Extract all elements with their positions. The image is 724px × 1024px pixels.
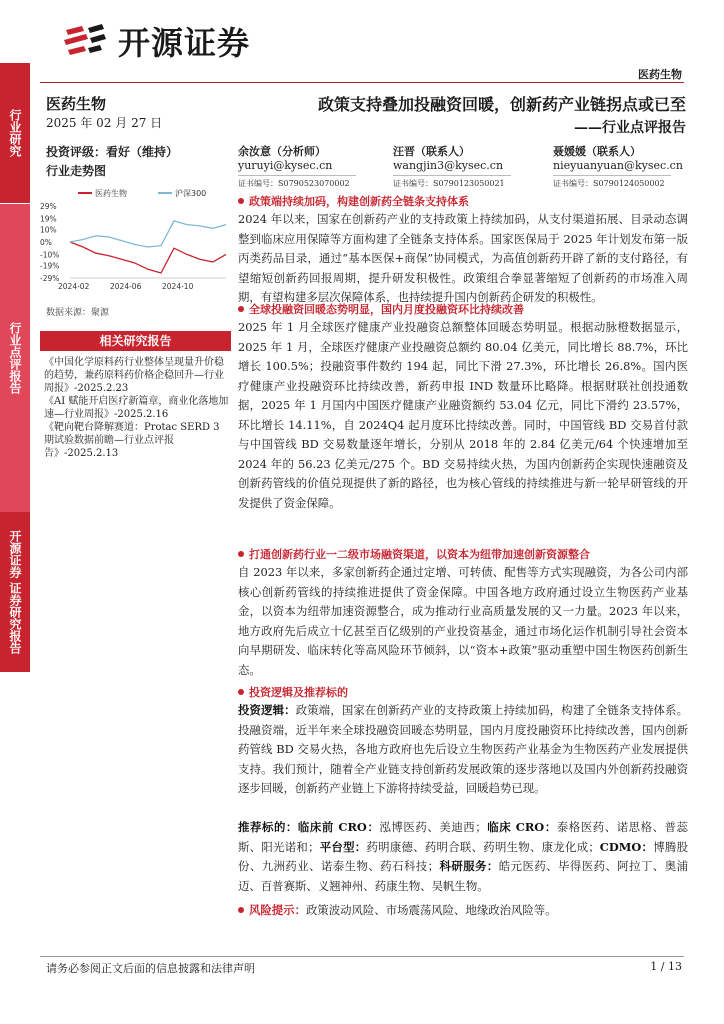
kysec-logo-icon [62,22,106,56]
related-report-item[interactable]: 《靶向靶台降解赛道：Protac SERD 3 期试验数据前瞻—行业点评报告》-2025.2.13 [44,422,220,459]
section-heading: 投资逻辑及推荐标的 [238,684,348,700]
header-divider [40,82,684,83]
page-number: 1 / 13 [650,960,682,973]
x-tick-label: 2024-10 [162,282,194,291]
series-line [70,221,226,247]
strip-brand: 开源证券 证券研究报告 [0,512,30,672]
bullet-icon [238,907,244,913]
analyst-cert: 证书编号：S0790523070002 [238,175,356,191]
bullet-icon [238,306,244,312]
y-tick-label: 0% [40,238,52,247]
trend-chart [40,186,230,296]
related-report-item[interactable]: 《AI 赋能开启医疗新篇章，商业化落地加速—行业周报》-2025.2.16 [44,396,229,420]
strip-industry-research: 行业研究 [0,63,30,203]
report-date: 2025 年 02 月 27 日 [46,116,163,130]
section-heading: 打通创新药行业一二级市场融资渠道，以资本为纽带加速创新资源整合 [238,546,590,562]
y-tick-label: 29% [40,202,57,211]
analyst-email[interactable]: wangjin3@kysec.cn [393,159,504,172]
investment-rating: 投资评级：看好（维持） [46,145,179,159]
section-body: 自 2023 年以来，多家创新药企通过定增、可转债、配售等方式实现融资，为各公司内部核心创新药管线的持续推进提供了资金保障。中国各地方政府通过设立生物医药产业基金，以资本为纽带加速资源整合，成为推动行业高质量发展的又一力量。2023 年以来，地方政府先后成立十亿甚至百亿级别的产业投资基金，通过市场化运作机制引导社会资本向早期研发、临床转化等高风险环节倾斜，以“资本+政策”驱动重塑中国生物医药创新生态。 [238,565,688,677]
bullet-icon [238,551,244,557]
footer-divider [40,956,684,957]
analyst-name: 聂媛媛（联系人） [553,145,641,158]
y-tick-label: -10% [40,250,60,260]
y-tick-label: 10% [40,225,57,235]
x-tick-label: 2024-06 [110,282,142,291]
y-tick-label: -19% [40,261,60,271]
report-subtitle: ——行业点评报告 [574,120,686,136]
bullet-icon [238,689,244,695]
analyst-name: 余汝意（分析师） [238,145,326,158]
risk-notice: 风险提示：政策波动风险、市场震荡风险、地缘政治风险等。 [238,902,557,918]
related-reports-header: 相关研究报告 [40,331,231,351]
section-heading: 政策端持续加码，构建创新药全链条支持体系 [238,193,469,209]
investment-logic: 投资逻辑：政策端，国家在创新药产业的支持政策上持续加码，构建了全链条支持体系。投融资端，近半年来全球投融资回暖态势明显，国内月度投融资环比持续改善，国内创新药管线 BD 交易火热，各地方政府也先后设立生物医药产业基金为生物医药产业发展提供支持。我们预计，随着全产业链支持创新药发展政策的逐步落地以及国内外创新药投融资逐步回暖，创新药产业链上下游将持续受益，回暖趋势已现。 [238,703,688,795]
recommended-stocks: 推荐标的：临床前 CRO：泓博医药、美迪西；临床 CRO：泰格医药、诺思格、普蕊斯、阳光诺和；平台型：药明康德、药明合联、药明生物、康龙化成；CDMO：博腾股份、九洲药业、诺泰生物、药石科技；科研服务：皓元医药、毕得医药、阿拉丁、奥浦迈、百普赛斯、义翘神州、药康生物、吴帆生物。 [238,820,688,893]
related-reports-list [44,356,230,460]
logo-text: 开源证券 [118,24,251,62]
industry-title: 医药生物 [46,95,107,113]
x-tick-label: 2024-02 [58,282,90,291]
trend-chart-title: 行业走势图 [46,164,107,178]
section-heading: 全球投融资回暖态势明显，国内月度投融资环比持续改善 [238,301,524,317]
legend-label: 沪深300 [175,189,207,198]
analyst-cert: 证书编号：S0790123050021 [393,175,511,191]
report-title: 政策支持叠加投融资回暖，创新药产业链拐点或已至 [317,95,686,114]
section-body: 2024 年以来，国家在创新药产业的支持政策上持续加码，从支付渠道拓展、目录动态调整到临床应用保障等方面构建了全链条支持体系。国家医保局于 2025 年计划发布第一版丙类药品目录，通过“基本医保+商保”协同模式，为高值创新药开辟了新的支付路径，有望缩短创新药回报周期，提升研发积极性。政策组合拳显著缩短了创新药的市场准入周期，有望构建多层次保障体系，也持续提升国内创新药企研发的积极性。 [238,212,688,304]
analyst-email[interactable]: nieyuanyuan@kysec.cn [553,159,683,172]
y-tick-label: 19% [40,214,57,224]
analyst-card [553,145,683,191]
footer-disclaimer[interactable]: 请务必参阅正文后面的信息披露和法律声明 [46,962,255,975]
y-tick-label: -29% [40,274,60,283]
analyst-cert: 证书编号：S0790124050002 [553,175,671,191]
legend-label: 医药生物 [95,189,127,198]
chart-source: 数据来源：聚源 [46,308,110,318]
analyst-name: 汪晋（联系人） [393,145,470,158]
bullet-icon [238,198,244,204]
analyst-card [393,145,511,191]
analyst-card [238,145,356,191]
strip-report-type: 行业点评报告 [0,204,30,512]
analyst-email[interactable]: yuruyi@kysec.cn [238,159,333,172]
section-body: 2025 年 1 月全球医疗健康产业投融资总额整体回暖态势明显。根据动脉橙数据显示，2025 年 1 月，全球医疗健康产业投融资总额约 80.04 亿美元，同比增长 88.7%，环比增长 100.5%；投融资事件数约 194 起，同比下滑 27.3%，环比增长 26.8%。国内医疗健康产业投融资环比持续改善，新药申报 IND 数量环比略降。根据财联社创投通数据，2025 年 1 月国内中国医疗健康产业融资额约 53.04 亿元，同比下滑约 23.57%，环比增长 14.11%，自 2024Q4 起月度环比持续改善。同时，中国管线 BD 交易首付款与中国管线 BD 交易数量逐年增长，分别从 2018 年的 2.84 亿美元/64 个快速增加至 2024 年的 56.23 亿美元/275 个。BD 交易持续火热，为国内创新药企实现快速融资及创新药管线的价值兑现提供了新的路径，也为核心管线的持续推进与新一轮早研管线的开发提供了资金保障。 [238,320,688,510]
header-industry-tag: 医药生物 [638,68,682,81]
related-report-item[interactable]: 《中国化学原料药行业整体呈现量升价稳的趋势，兼药原料药价格企稳回升—行业周报》-2025.2.23 [44,357,224,394]
